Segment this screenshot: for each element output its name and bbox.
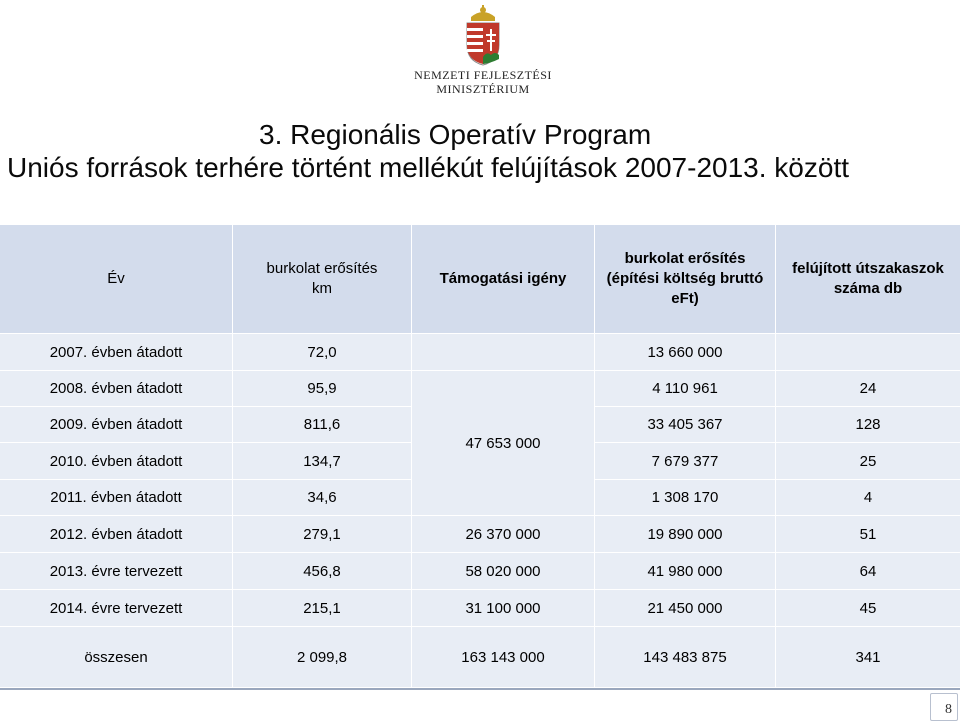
data-table bbox=[0, 225, 960, 687]
header-cost: burkolat erősítés (építési költség bruttó eFt) bbox=[595, 225, 775, 333]
table-cell-cost: 21 450 000 bbox=[595, 590, 775, 626]
total-segments: 341 bbox=[776, 627, 960, 687]
table-cell-segments: 51 bbox=[776, 516, 960, 552]
table-cell-cost: 13 660 000 bbox=[595, 334, 775, 370]
table-cell-year: 2009. évben átadott bbox=[0, 407, 232, 442]
table-cell-support: 26 370 000 bbox=[412, 516, 594, 552]
table-cell-support: 31 100 000 bbox=[412, 590, 594, 626]
table-cell-segments: 25 bbox=[776, 443, 960, 479]
table-cell-km: 72,0 bbox=[233, 334, 411, 370]
table-cell-year: 2012. évben átadott bbox=[0, 516, 232, 552]
table-cell-segments: 64 bbox=[776, 553, 960, 589]
table-cell-segments: 45 bbox=[776, 590, 960, 626]
table-cell-km: 134,7 bbox=[233, 443, 411, 479]
table-cell-segments: 4 bbox=[776, 480, 960, 515]
table-cell-km: 456,8 bbox=[233, 553, 411, 589]
table-cell-support: 58 020 000 bbox=[412, 553, 594, 589]
table-cell-km: 95,9 bbox=[233, 371, 411, 406]
total-cost: 143 483 875 bbox=[595, 627, 775, 687]
slide-title bbox=[0, 118, 960, 188]
coat-of-arms-icon bbox=[461, 5, 505, 67]
title-line-1: 3. Regionális Operatív Program bbox=[259, 119, 652, 150]
table-cell-cost: 19 890 000 bbox=[595, 516, 775, 552]
table-cell-km: 34,6 bbox=[233, 480, 411, 515]
logo-text-line-1: NEMZETI FEJLESZTÉSI bbox=[414, 68, 552, 82]
header-segments: felújított útszakaszok száma db bbox=[776, 225, 960, 333]
table-cell-year: 2014. évre tervezett bbox=[0, 590, 232, 626]
table-cell-segments bbox=[776, 334, 960, 370]
table-cell-km: 811,6 bbox=[233, 407, 411, 442]
table-cell-cost: 33 405 367 bbox=[595, 407, 775, 442]
table-cell-cost: 41 980 000 bbox=[595, 553, 775, 589]
table-cell-km: 215,1 bbox=[233, 590, 411, 626]
total-support: 163 143 000 bbox=[412, 627, 594, 687]
footer-divider bbox=[0, 688, 960, 690]
total-label: összesen bbox=[0, 627, 232, 687]
page-corner-box bbox=[930, 693, 958, 721]
table-cell-segments: 24 bbox=[776, 371, 960, 406]
table-cell-cost: 1 308 170 bbox=[595, 480, 775, 515]
ministry-logo bbox=[408, 5, 558, 97]
total-km: 2 099,8 bbox=[233, 627, 411, 687]
table-cell-year: 2011. évben átadott bbox=[0, 480, 232, 515]
page-number: 8 bbox=[945, 702, 952, 717]
table-cell-year: 2007. évben átadott bbox=[0, 334, 232, 370]
table-cell-km: 279,1 bbox=[233, 516, 411, 552]
header-year: Év bbox=[0, 225, 232, 333]
header-km: burkolat erősítés km bbox=[233, 225, 411, 333]
table-cell-cost: 4 110 961 bbox=[595, 371, 775, 406]
table-cell-cost: 7 679 377 bbox=[595, 443, 775, 479]
logo-text-line-2: MINISZTÉRIUM bbox=[436, 82, 530, 96]
header-support: Támogatási igény bbox=[412, 225, 594, 333]
table-cell-support-merged: 47 653 000 bbox=[412, 371, 594, 515]
table-cell-year: 2010. évben átadott bbox=[0, 443, 232, 479]
table-cell-segments: 128 bbox=[776, 407, 960, 442]
title-line-2: Uniós források terhére történt mellékút felújítások 2007-2013. között bbox=[7, 152, 849, 183]
table-cell-support bbox=[412, 334, 594, 370]
table-cell-year: 2008. évben átadott bbox=[0, 371, 232, 406]
table-cell-year: 2013. évre tervezett bbox=[0, 553, 232, 589]
